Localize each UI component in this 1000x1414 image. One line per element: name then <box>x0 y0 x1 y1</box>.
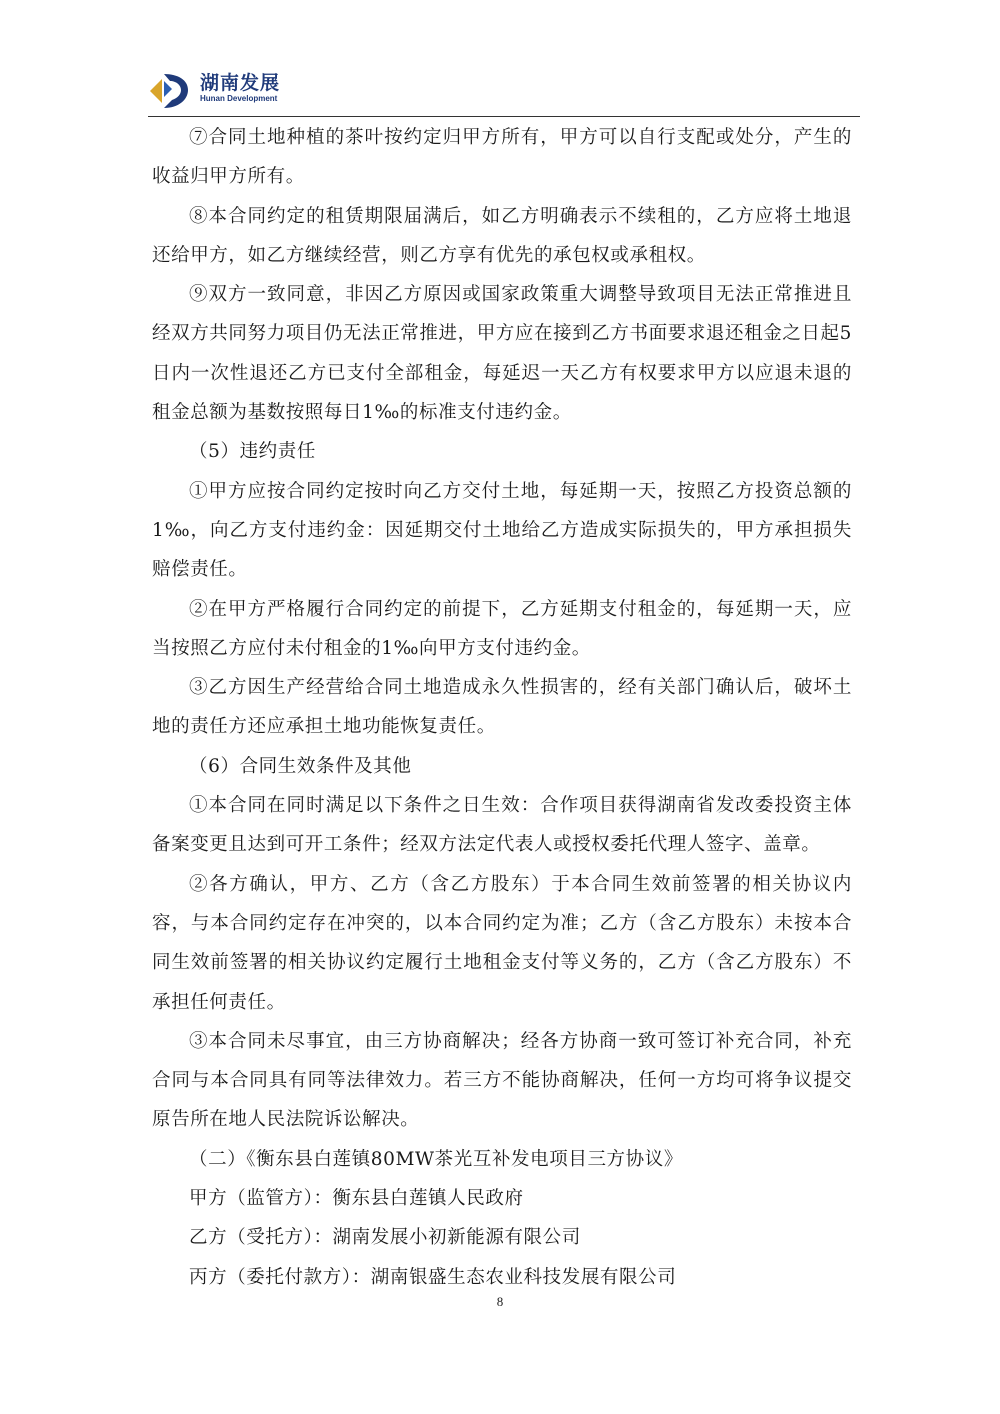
brand-logo-text <box>200 72 280 104</box>
party-a-line: 甲方（监管方）：衡东县白莲镇人民政府 <box>189 1188 524 1210</box>
paragraph: ①甲方应按合同约定按时向乙方交付土地，每延期一天，按照乙方投资总额的 1‰，向乙方支付违约金：因延期交付土地给乙方造成实际损失的，甲方承担损失赔偿责任。 <box>152 480 852 581</box>
paragraph: ⑨双方一致同意，非因乙方原因或国家政策重大调整导致项目无法正常推进且经双方共同努力项目仍无法正常推进，甲方应在接到乙方书面要求退还租金之日起5日内一次性退还乙方已支付全部租金，每延迟一天乙方有权要求甲方以应退未退的租金总额为基数按照每日1‰的标准支付违约金。 <box>152 284 852 424</box>
header-divider <box>148 116 860 117</box>
party-b-line: 乙方（受托方）：湖南发展小初新能源有限公司 <box>189 1227 581 1249</box>
section-heading: （5）违约责任 <box>189 441 316 463</box>
paragraph: ③本合同未尽事宜，由三方协商解决；经各方协商一致可签订补充合同，补充合同与本合同具有同等法律效力。若三方不能协商解决，任何一方均可将争议提交原告所在地人民法院诉讼解决。 <box>152 1030 852 1131</box>
section-heading: （6）合同生效条件及其他 <box>189 755 412 777</box>
brand-name-en: Hunan Development <box>200 94 278 103</box>
page-number: 8 <box>496 1294 504 1309</box>
document-body <box>152 118 852 1297</box>
page-header <box>148 66 860 116</box>
paragraph: ①本合同在同时满足以下条件之日生效：合作项目获得湖南省发改委投资主体备案变更且达到可开工条件；经双方法定代表人或授权委托代理人签字、盖章。 <box>152 795 852 856</box>
paragraph: ②在甲方严格履行合同约定的前提下，乙方延期支付租金的，每延期一天，应当按照乙方应付未付租金的1‰向甲方支付违约金。 <box>152 598 852 659</box>
brand-name-cn: 湖南发展 <box>200 72 281 94</box>
party-c-line: 丙方（委托付款方）：湖南银盛生态农业科技发展有限公司 <box>189 1266 677 1288</box>
paragraph: ⑧本合同约定的租赁期限届满后，如乙方明确表示不续租的，乙方应将土地退还给甲方，如乙方继续经营，则乙方享有优先的承包权或承租权。 <box>152 205 852 266</box>
agreement-title: （二）《衡东县白莲镇80MW茶光互补发电项目三方协议》 <box>189 1148 683 1170</box>
paragraph: ⑦合同土地种植的茶叶按约定归甲方所有，甲方可以自行支配或处分，产生的收益归甲方所有。 <box>152 127 852 188</box>
hunan-development-logo-icon <box>148 70 192 112</box>
paragraph: ②各方确认，甲方、乙方（含乙方股东）于本合同生效前签署的相关协议内容，与本合同约定存在冲突的，以本合同约定为准；乙方（含乙方股东）未按本合同生效前签署的相关协议约定履行土地租金支付等义务的，乙方（含乙方股东）不承担任何责任。 <box>152 873 852 1013</box>
paragraph: ③乙方因生产经营给合同土地造成永久性损害的，经有关部门确认后，破坏土地的责任方还应承担土地功能恢复责任。 <box>152 677 852 738</box>
